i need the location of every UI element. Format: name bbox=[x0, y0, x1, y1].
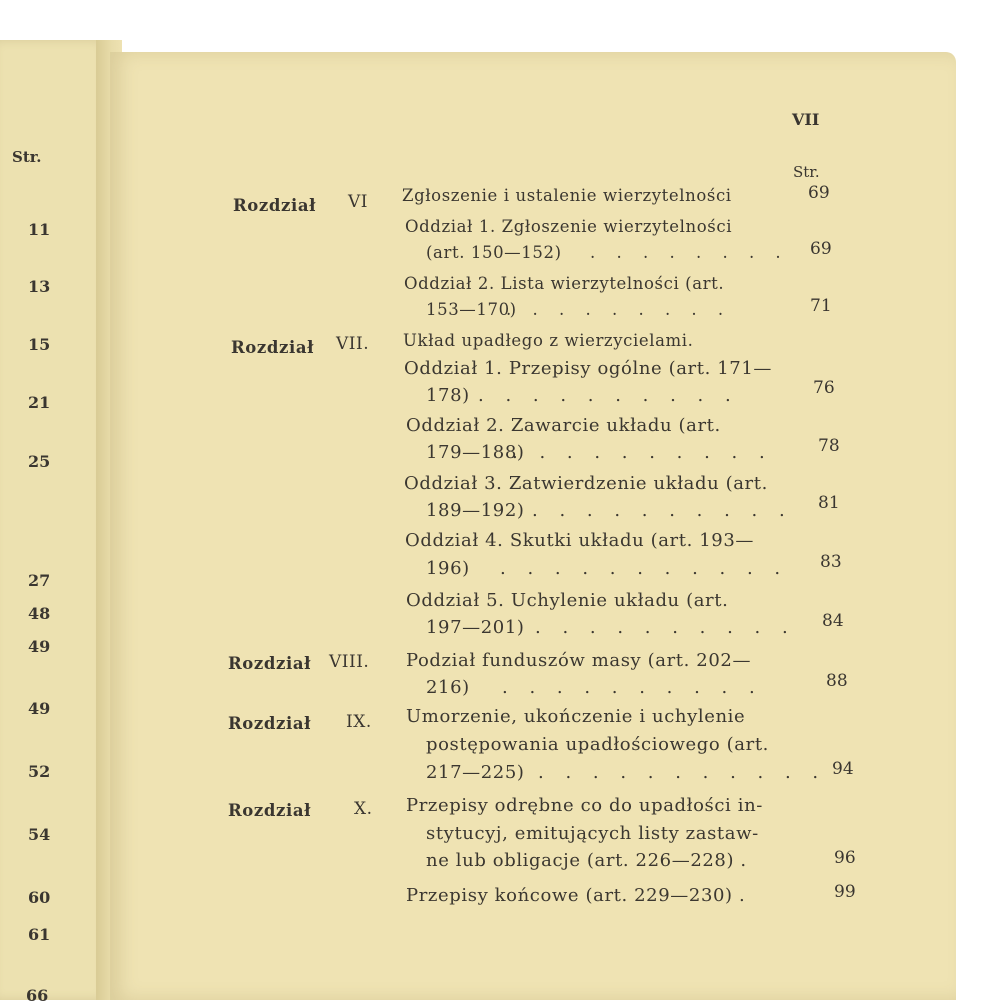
toc-line: 197—201) bbox=[426, 617, 525, 638]
left-page-number: 54 bbox=[28, 825, 51, 844]
toc-page-number: 83 bbox=[820, 552, 842, 572]
toc-line: Zgłoszenie i ustalenie wierzytelności bbox=[402, 186, 732, 205]
toc-line: Przepisy odrębne co do upadłości in- bbox=[406, 795, 763, 816]
toc-line: postępowania upadłościowego (art. bbox=[426, 734, 769, 755]
toc-page-number: 96 bbox=[834, 848, 856, 868]
left-page bbox=[0, 40, 110, 1000]
toc-line: Oddział 1. Przepisy ogólne (art. 171— bbox=[404, 358, 772, 379]
chapter-numeral: X. bbox=[354, 799, 373, 819]
toc-line: 189—192) bbox=[426, 500, 525, 521]
left-page-number: 52 bbox=[28, 762, 51, 781]
toc-line: Oddział 4. Skutki układu (art. 193— bbox=[405, 530, 754, 551]
toc-line: ne lub obligacje (art. 226—228) . bbox=[426, 850, 747, 871]
toc-line: 216) bbox=[426, 677, 470, 698]
toc-dot-leader: . . . . . . . . . . bbox=[512, 442, 773, 463]
toc-dot-leader: . . . . . . . . bbox=[590, 243, 789, 262]
toc-line: 153—170) bbox=[426, 300, 517, 319]
toc-line: 179—188) bbox=[426, 442, 525, 463]
toc-line: 196) bbox=[426, 558, 470, 579]
toc-dot-leader: . . . . . . . . . bbox=[506, 300, 732, 319]
chapter-label: Rozdział bbox=[228, 801, 312, 820]
toc-dot-leader: . . . . . . . . . . bbox=[535, 617, 796, 638]
toc-dot-leader: . . . . . . . . . . bbox=[478, 385, 739, 406]
left-page-number: 11 bbox=[28, 220, 51, 239]
chapter-label: Rozdział bbox=[228, 654, 312, 673]
toc-page-number: 69 bbox=[808, 183, 830, 203]
toc-line: Umorzenie, ukończenie i uchylenie bbox=[406, 706, 746, 727]
left-page-number: 27 bbox=[28, 571, 51, 590]
toc-page-number: 94 bbox=[832, 759, 854, 779]
toc-line: (art. 150—152) bbox=[426, 243, 562, 262]
toc-line: 217—225) bbox=[426, 762, 525, 783]
toc-page-number: 99 bbox=[834, 882, 856, 902]
left-page-number: 49 bbox=[28, 699, 51, 718]
toc-dot-leader: . . . . . . . . . . . bbox=[500, 558, 789, 579]
toc-line: stytucyj, emitujących listy zastaw- bbox=[426, 823, 759, 844]
toc-page-number: 78 bbox=[818, 436, 840, 456]
left-page-number: 13 bbox=[28, 277, 51, 296]
left-page-number: 25 bbox=[28, 452, 51, 471]
chapter-numeral: IX. bbox=[346, 712, 372, 732]
left-page-number: 21 bbox=[28, 393, 51, 412]
toc-page-number: 71 bbox=[810, 296, 832, 316]
toc-line: Oddział 2. Zawarcie układu (art. bbox=[406, 415, 721, 436]
left-str-header: Str. bbox=[12, 148, 42, 166]
left-page-number: 61 bbox=[28, 925, 51, 944]
left-page-number: 49 bbox=[28, 637, 51, 656]
toc-page-number: 76 bbox=[813, 378, 835, 398]
chapter-label: Rozdział bbox=[233, 196, 317, 215]
toc-dot-leader: . . . . . . . . . . bbox=[502, 677, 763, 698]
toc-line: Przepisy końcowe (art. 229—230) . bbox=[406, 885, 746, 906]
toc-dot-leader: . . . . . . . . . . bbox=[532, 500, 793, 521]
toc-line: 178) bbox=[426, 385, 470, 406]
chapter-label: Rozdział bbox=[228, 714, 312, 733]
left-page-number: 15 bbox=[28, 335, 51, 354]
toc-line: Oddział 5. Uchylenie układu (art. bbox=[406, 590, 729, 611]
toc-line: Podział funduszów masy (art. 202— bbox=[406, 650, 752, 671]
toc-page-number: 81 bbox=[818, 493, 840, 513]
toc-page-number: 69 bbox=[810, 239, 832, 259]
chapter-label: Rozdział bbox=[231, 338, 315, 357]
chapter-numeral: VI bbox=[348, 192, 368, 212]
left-page-number: 48 bbox=[28, 604, 51, 623]
chapter-numeral: VII. bbox=[336, 334, 370, 354]
left-page-number: 66 bbox=[26, 986, 49, 1005]
chapter-numeral: VIII. bbox=[329, 652, 370, 672]
toc-page-number: 84 bbox=[822, 611, 844, 631]
left-page-number: 60 bbox=[28, 888, 51, 907]
str-column-label: Str. bbox=[793, 163, 820, 181]
page-roman-header: VII bbox=[792, 110, 820, 129]
toc-page-number: 88 bbox=[826, 671, 848, 691]
toc-line: Oddział 1. Zgłoszenie wierzytelności bbox=[405, 217, 733, 236]
toc-line: Oddział 3. Zatwierdzenie układu (art. bbox=[404, 473, 768, 494]
toc-line: Oddział 2. Lista wierzytelności (art. bbox=[404, 274, 725, 293]
toc-line: Układ upadłego z wierzycielami. bbox=[403, 331, 694, 350]
toc-dot-leader: . . . . . . . . . . . bbox=[538, 762, 827, 783]
